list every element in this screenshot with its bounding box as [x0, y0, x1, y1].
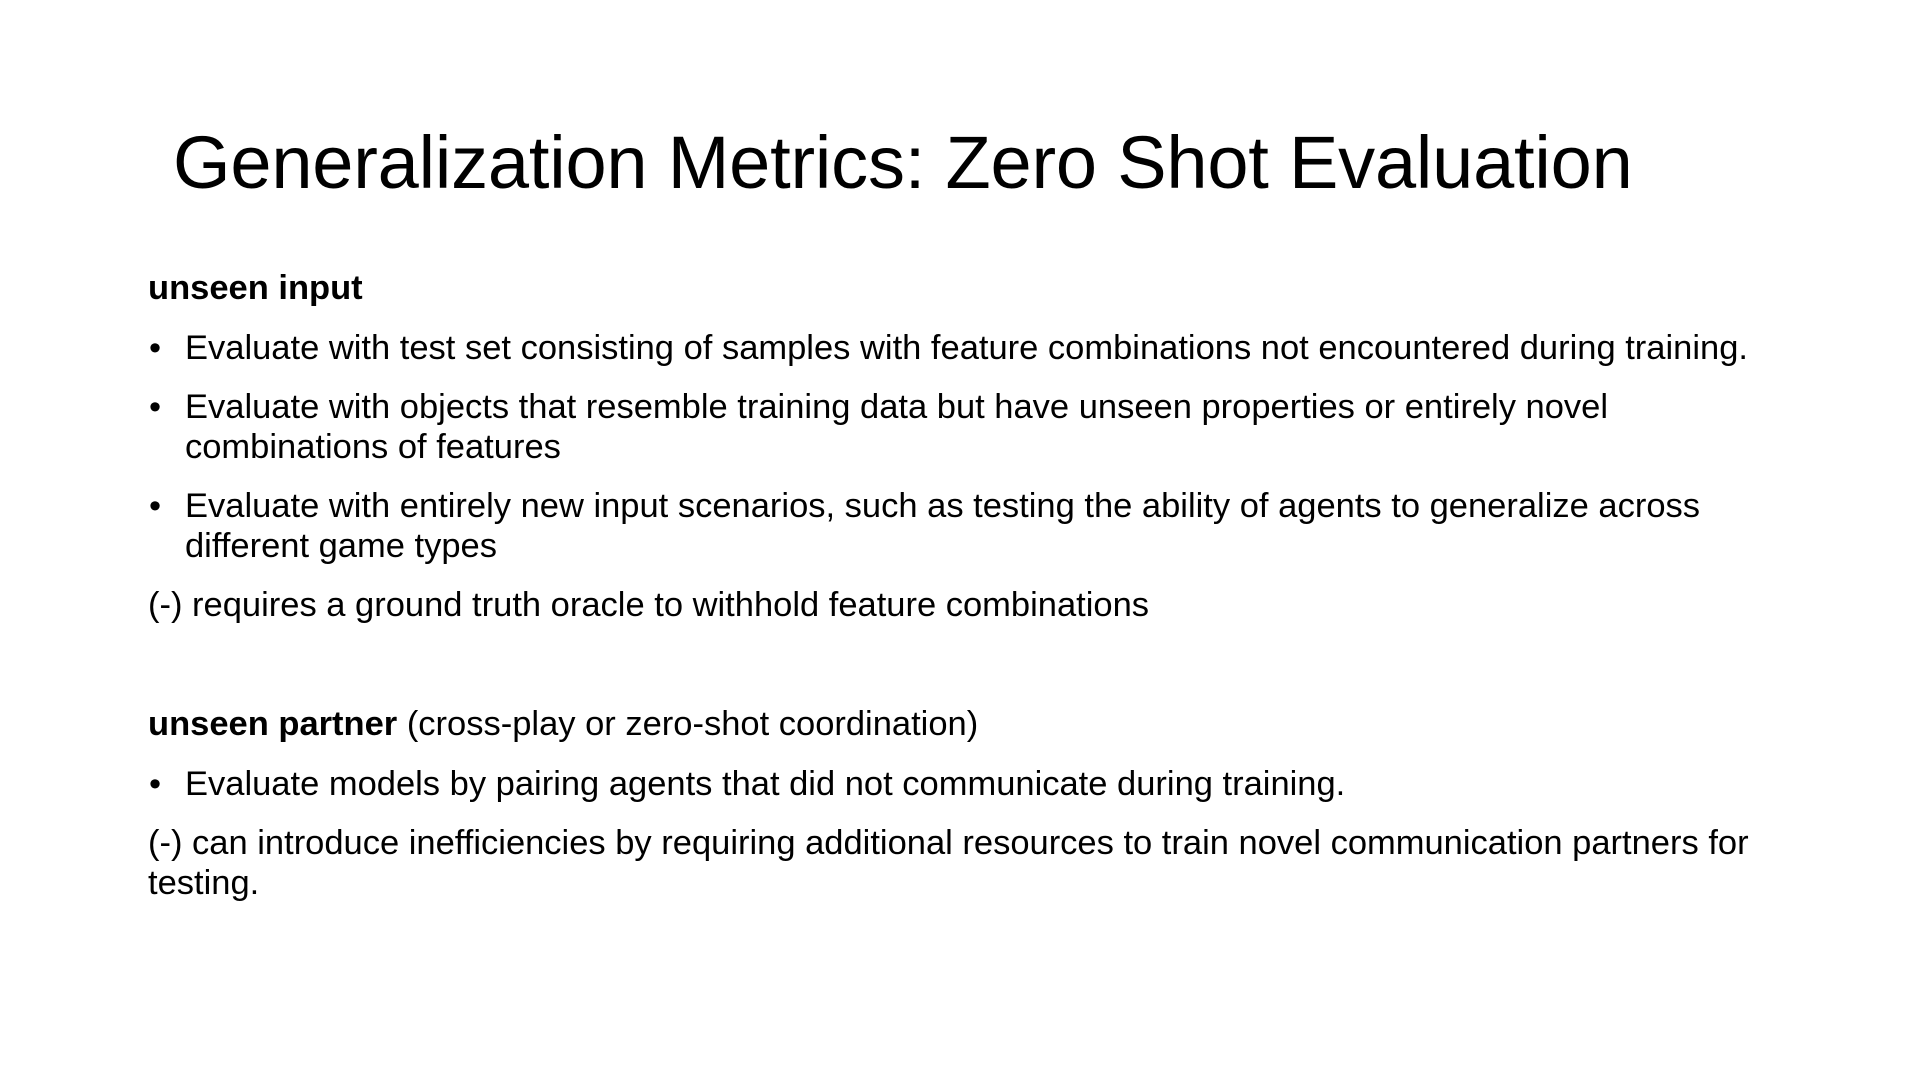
bullet-glyph: • [149, 765, 162, 803]
section-heading-bold: unseen partner [148, 705, 398, 743]
slide-content [148, 268, 1808, 922]
bullet-text: Evaluate with objects that resemble training data but have unseen properties or entirely novel combinations of features [185, 388, 1609, 466]
section-unseen-input [148, 268, 1808, 625]
bullet-item [148, 387, 1808, 467]
bullet-text: Evaluate models by pairing agents that did not communicate during training. [185, 765, 1346, 803]
bullet-text: Evaluate with entirely new input scenarios, such as testing the ability of agents to generalize across different game types [185, 487, 1701, 565]
section-heading-bold: unseen input [148, 269, 363, 307]
slide-title: Generalization Metrics: Zero Shot Evaluation [173, 121, 1633, 204]
bullet-item [148, 764, 1808, 804]
bullet-glyph: • [149, 388, 162, 426]
drawback-note: (-) can introduce inefficiencies by requiring additional resources to train novel communication partners for testing. [148, 824, 1749, 902]
section-heading [148, 268, 1808, 308]
section-spacer [148, 644, 1808, 704]
bullet-text: Evaluate with test set consisting of samples with feature combinations not encountered during training. [185, 329, 1748, 367]
section-heading-rest: (cross-play or zero-shot coordination) [397, 705, 979, 743]
bullet-glyph: • [149, 329, 162, 367]
bullet-item [148, 328, 1808, 368]
bullet-glyph: • [149, 487, 162, 525]
section-unseen-partner [148, 704, 1808, 903]
bullet-item [148, 486, 1808, 566]
section-heading [148, 704, 1808, 744]
drawback-note: (-) requires a ground truth oracle to withhold feature combinations [148, 586, 1150, 624]
